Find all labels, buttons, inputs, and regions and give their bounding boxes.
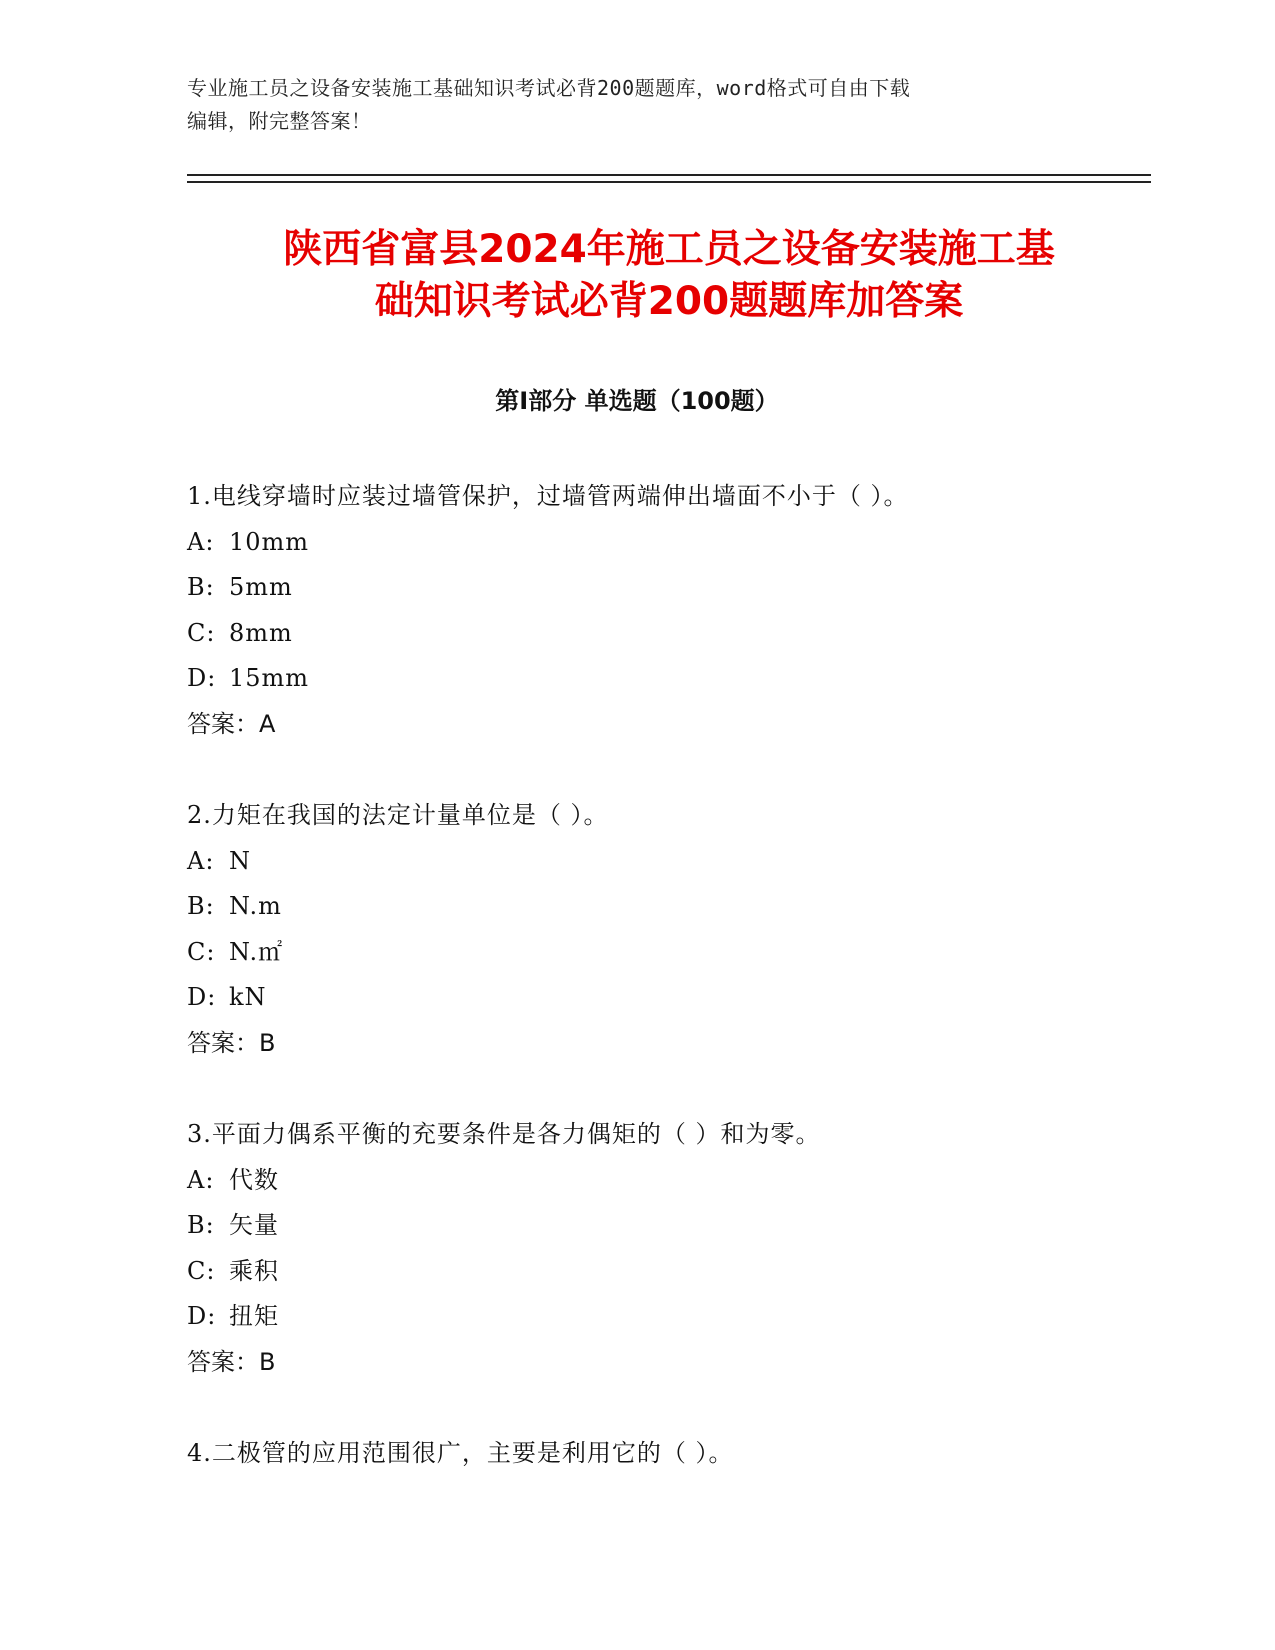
question-4 [187, 1431, 1137, 1477]
answer-line: 答案：B [187, 1347, 276, 1376]
option-text: 15mm [229, 664, 310, 692]
option-letter: D: [187, 1302, 217, 1330]
option-b [187, 565, 1137, 611]
option-text: 扭矩 [229, 1302, 279, 1330]
answer-line: 答案：A [187, 709, 276, 738]
question-text: 1.电线穿墙时应装过墙管保护，过墙管两端伸出墙面不小于（ ）。 [187, 482, 909, 510]
document-title [187, 224, 1151, 328]
option-text: 乘积 [229, 1256, 279, 1285]
option-letter: B: [187, 573, 215, 601]
question-3 [187, 1112, 1137, 1385]
question-text: 4.二极管的应用范围很广，主要是利用它的（ ）。 [187, 1439, 734, 1467]
option-letter: C: [187, 1256, 216, 1285]
option-text: N.m [229, 892, 282, 920]
header-divider-top [187, 174, 1151, 176]
option-b [187, 884, 1137, 930]
answer-line: 答案：B [187, 1028, 276, 1057]
question-list [187, 474, 1137, 1523]
option-d [187, 1294, 1137, 1340]
option-text: kN [229, 983, 267, 1011]
option-letter: A: [187, 1165, 215, 1194]
option-c [187, 611, 1137, 657]
option-text: 8mm [229, 618, 293, 647]
question-text: 2.力矩在我国的法定计量单位是（ ）。 [187, 801, 609, 829]
option-letter: D: [187, 983, 217, 1011]
question-1 [187, 474, 1137, 747]
header-note-line-1: 专业施工员之设备安装施工基础知识考试必背200题题库，word格式可自由下载 [187, 76, 911, 100]
document-title-line-1: 陕西省富县2024年施工员之设备安装施工基 [283, 227, 1055, 272]
option-letter: A: [187, 846, 215, 875]
option-text: N.㎡ [229, 937, 284, 966]
document-title-line-2: 础知识考试必背200题题库加答案 [374, 279, 964, 324]
option-text: 10mm [229, 527, 310, 556]
header-divider-bottom [187, 181, 1151, 183]
option-b [187, 1203, 1137, 1249]
option-text: 代数 [229, 1165, 279, 1194]
header-note-line-2: 编辑，附完整答案！ [187, 109, 372, 133]
option-a [187, 839, 1137, 885]
option-d [187, 975, 1137, 1021]
option-letter: B: [187, 892, 215, 920]
option-c [187, 1249, 1137, 1295]
option-letter: C: [187, 618, 216, 647]
option-a [187, 1158, 1137, 1204]
section-heading: 第Ⅰ部分 单选题（100题） [495, 387, 779, 415]
header-note [187, 72, 1067, 138]
question-2 [187, 793, 1137, 1066]
question-text: 3.平面力偶系平衡的充要条件是各力偶矩的（ ）和为零。 [187, 1120, 821, 1148]
option-letter: D: [187, 664, 217, 692]
option-text: N [229, 846, 251, 875]
option-text: 矢量 [229, 1211, 279, 1239]
option-letter: C: [187, 937, 216, 966]
option-d [187, 656, 1137, 702]
option-letter: B: [187, 1211, 215, 1239]
option-a [187, 520, 1137, 566]
option-letter: A: [187, 527, 215, 556]
option-text: 5mm [229, 573, 293, 601]
option-c [187, 930, 1137, 976]
